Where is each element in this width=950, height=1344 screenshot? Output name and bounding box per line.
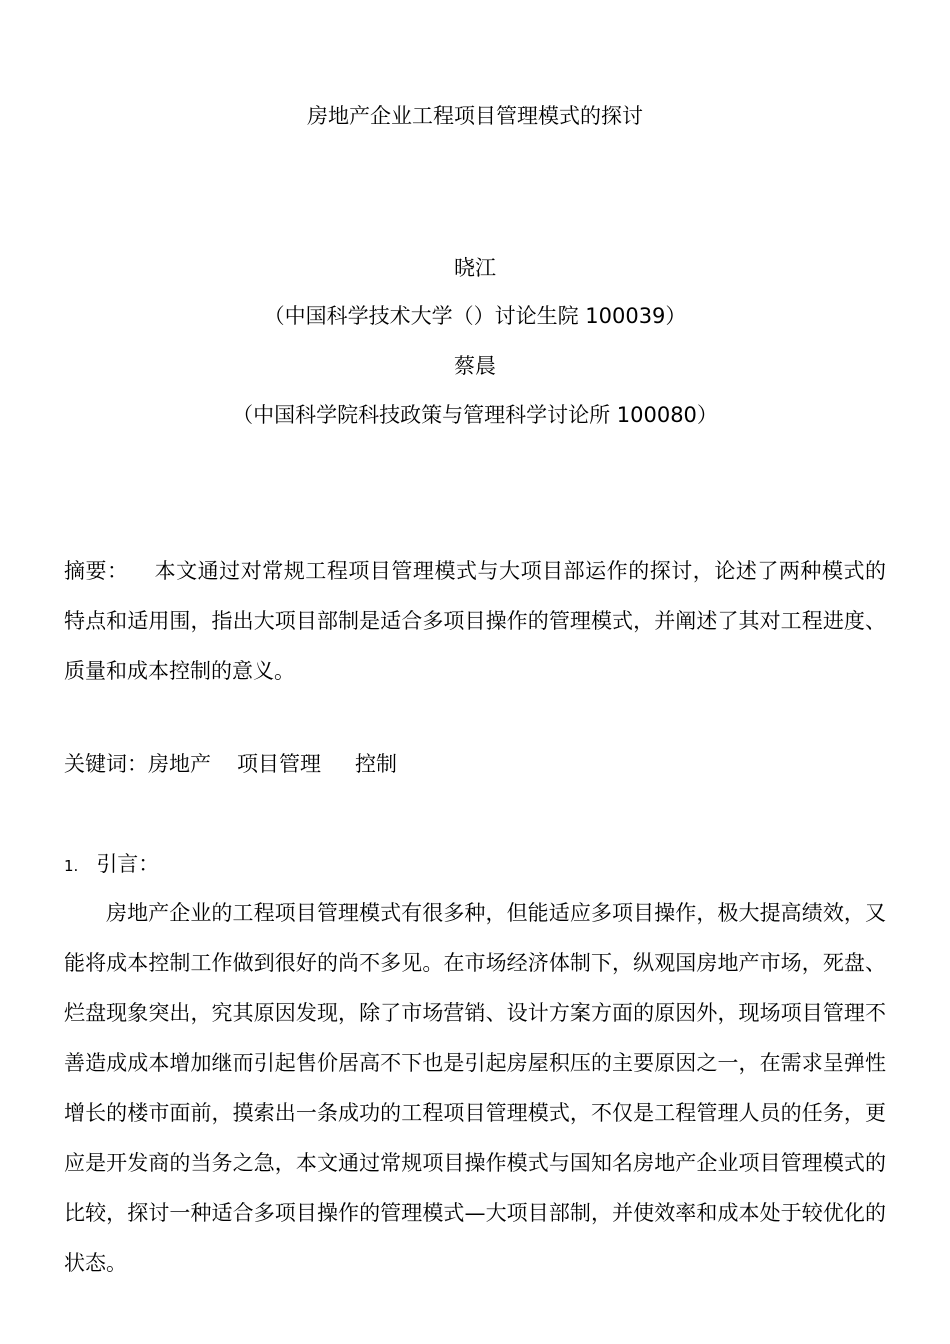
section-number: 1. (64, 857, 79, 875)
author-name-1: 晓江 (454, 256, 496, 280)
keyword-item: 房地产 (148, 752, 211, 776)
section-heading (64, 846, 159, 884)
author-name-2: 蔡晨 (454, 354, 496, 378)
abstract-label: 摘要： (64, 559, 129, 583)
author-affiliation-2: （中国科学院科技政策与管理科学讨论所 100080） (232, 403, 718, 427)
keywords (64, 746, 886, 782)
author-affiliation-1: （中国科学技术大学（）讨论生院 100039） (263, 304, 687, 328)
keywords-label: 关键词： (64, 752, 148, 776)
document-title: 房地产企业工程项目管理模式的探讨 (307, 104, 643, 128)
section-paragraph: 房地产企业的工程项目管理模式有很多种，但能适应多项目操作，极大提高绩效，又能将成本控制工作做到很好的尚不多见。在市场经济体制下，纵观国房地产市场，死盘、烂盘现象突出，究其原因发现，除了市场营销、设计方案方面的原因外，现场项目管理不善造成成本增加继而引起售价居高不下也是引起房屋积压的主要原因之一，在需求呈弹性增长的楼市面前，摸索出一条成功的工程项目管理模式，不仅是工程管理人员的任务，更应是开发商的当务之急，本文通过常规项目操作模式与国知名房地产企业项目管理模式的比较，探讨一种适合多项目操作的管理模式—大项目部制，并使效率和成本处于较优化的状态。 (64, 901, 886, 1275)
keyword-item: 项目管理 (237, 752, 321, 776)
abstract-text: 本文通过对常规工程项目管理模式与大项目部运作的探讨，论述了两种模式的特点和适用围，指出大项目部制是适合多项目操作的管理模式，并阐述了其对工程进度、质量和成本控制的意义。 (64, 559, 887, 683)
abstract (64, 546, 886, 696)
keyword-item: 控制 (355, 752, 397, 776)
section-title: 引言： (96, 852, 160, 876)
